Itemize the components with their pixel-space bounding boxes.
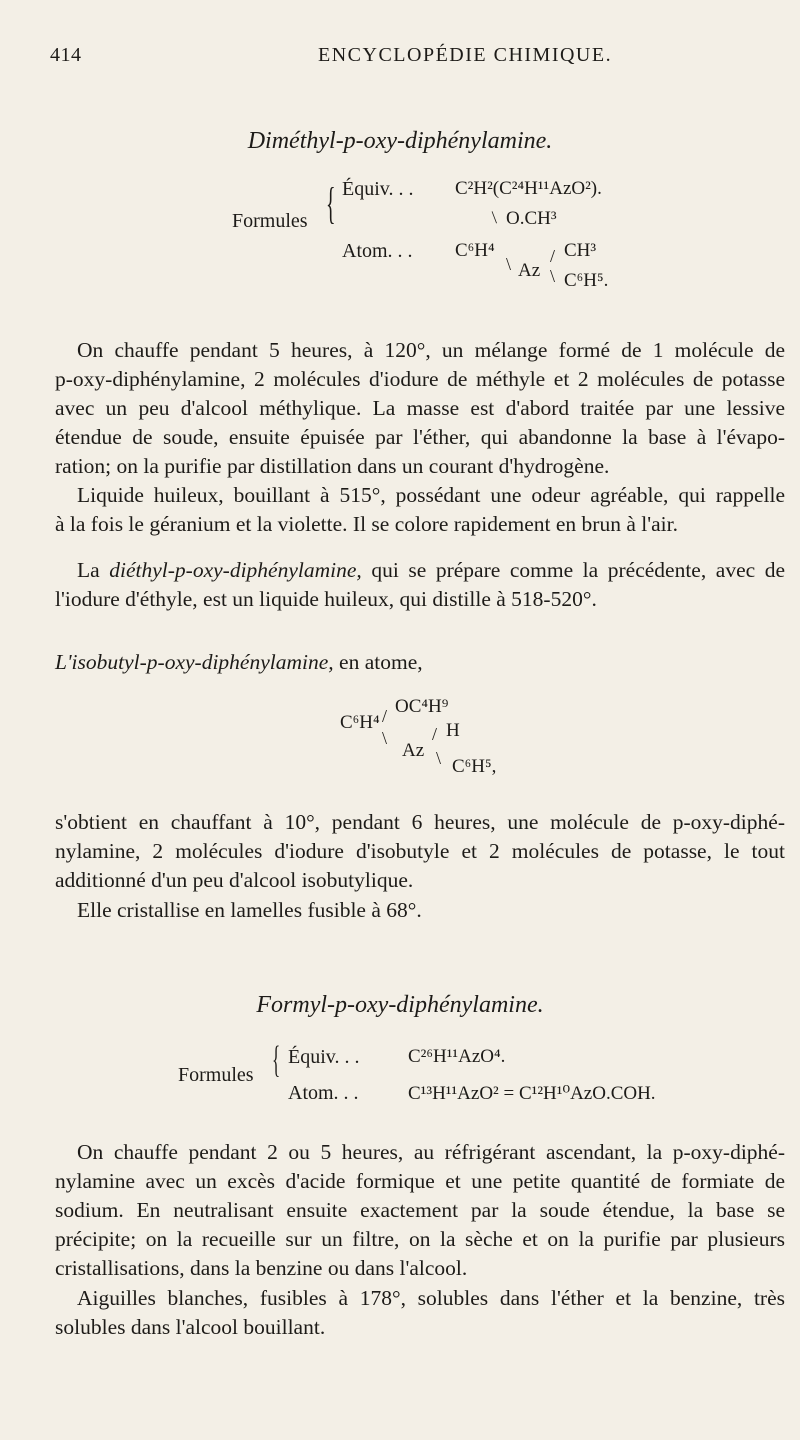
- text-line: étendue de soude, ensuite épuisée par l'éther, qui abandonne la base à l'évapo-: [55, 425, 785, 449]
- paragraph-isobutyl-prep: [55, 808, 785, 895]
- text-line: à la fois le géranium et la violette. Il se colore rapidement en brun à l'air.: [55, 512, 678, 536]
- text-line: solubles dans l'alcool bouillant.: [55, 1315, 326, 1339]
- bond-icon: \: [506, 254, 512, 274]
- text-line: Aiguilles blanches, fusibles à 178°, solubles dans l'éther et la benzine, très: [77, 1286, 785, 1310]
- section-title-dimethyl: Diméthyl-p-oxy-diphénylamine.: [247, 128, 553, 154]
- bond-icon: /: [432, 724, 438, 744]
- paragraph-crystallise: [55, 896, 785, 925]
- equiv-formula: C²H²(C²⁴H¹¹AzO²).: [455, 178, 602, 199]
- text-line: p-oxy-diphénylamine, 2 molécules d'iodure de méthyle et 2 molécules de potasse: [55, 367, 785, 391]
- text-line: Liquide huileux, bouillant à 515°, possédant une odeur agréable, qui rappelle: [77, 483, 785, 507]
- text-line: Elle cristallise en lamelles fusible à 68°.: [77, 898, 422, 922]
- iso-c6h5: C⁶H⁵,: [452, 756, 497, 777]
- text-line: précipite; on la recueille sur un filtre, on la sèche et on la purifie par plusieurs: [55, 1227, 785, 1251]
- iso-h: H: [446, 720, 460, 741]
- paragraph-preparation: [55, 336, 785, 481]
- text-line: On chauffe pendant 5 heures, à 120°, un mélange formé de 1 molécule de: [77, 338, 785, 362]
- bond-icon: /: [382, 706, 388, 726]
- text-rest: en atome,: [339, 650, 423, 674]
- atom-c6h5: C⁶H⁵.: [564, 270, 609, 291]
- atom-formula: C¹³H¹¹AzO² = C¹²H¹⁰AzO.COH.: [408, 1083, 656, 1104]
- text-rest: qui se prépare comme la précédente, avec de: [371, 558, 786, 582]
- brace-icon: {: [272, 1039, 281, 1081]
- bond-icon: \: [550, 266, 556, 286]
- text-line: l'iodure d'éthyle, est un liquide huileux, qui distille à 518-520°.: [55, 587, 597, 611]
- text-line: cristallisations, dans la benzine ou dans l'alcool.: [55, 1256, 468, 1280]
- equiv-sub-formula: O.CH³: [506, 208, 557, 229]
- text-line: On chauffe pendant 2 ou 5 heures, au réfrigérant ascendant, la p-oxy-diphé-: [77, 1140, 785, 1164]
- text-line: [55, 648, 785, 677]
- bond-icon: /: [485, 207, 503, 227]
- section-title-formyl: Formyl-p-oxy-diphénylamine.: [256, 992, 544, 1018]
- running-title: ENCYCLOPÉDIE CHIMIQUE.: [318, 44, 613, 66]
- paragraph-isobutyl: [55, 648, 785, 677]
- bond-icon: /: [550, 246, 556, 266]
- formula-label: Formules: [232, 210, 308, 232]
- page-number: 414: [50, 44, 82, 66]
- text-prefix: La: [77, 558, 100, 582]
- bond-icon: \: [436, 748, 442, 768]
- atom-c6h4: C⁶H⁴: [455, 240, 495, 261]
- atom-ch3: CH³: [564, 240, 597, 261]
- paragraph-properties: [55, 481, 785, 539]
- iso-oc4h9: OC⁴H⁹: [395, 696, 449, 717]
- compound-name: L'isobutyl-p-oxy-diphénylamine,: [55, 650, 334, 674]
- paragraph-formyl-properties: [55, 1284, 785, 1342]
- paragraph-diethyl: [55, 556, 785, 614]
- equiv-formula: C²⁶H¹¹AzO⁴.: [408, 1046, 506, 1067]
- atom-az: Az: [518, 260, 541, 281]
- paragraph-formyl-prep: [55, 1138, 785, 1283]
- iso-c6h4: C⁶H⁴: [340, 712, 380, 733]
- atom-label: Atom. . .: [288, 1082, 359, 1104]
- text-line: [55, 556, 785, 585]
- formula-label: Formules: [178, 1064, 254, 1086]
- text-line: s'obtient en chauffant à 10°, pendant 6 heures, une molécule de p-oxy-diphé-: [55, 810, 785, 834]
- equiv-label: Équiv. . .: [288, 1046, 360, 1068]
- text-line: avec un peu d'alcool méthylique. La masse est d'abord traitée par une lessive: [55, 396, 785, 420]
- text-line: nylamine, 2 molécules d'iodure d'isobutyle et 2 molécules de potasse, le tout: [55, 839, 785, 863]
- bond-icon: \: [382, 728, 388, 748]
- brace-icon: {: [326, 179, 336, 228]
- text-line: additionné d'un peu d'alcool isobutylique.: [55, 868, 414, 892]
- compound-name: diéthyl-p-oxy-diphénylamine,: [109, 558, 362, 582]
- text-line: nylamine avec un excès d'acide formique et une petite quantité de formiate de: [55, 1169, 785, 1193]
- atom-label: Atom. . .: [342, 240, 413, 262]
- equiv-label: Équiv. . .: [342, 178, 414, 200]
- iso-az: Az: [402, 740, 425, 761]
- text-line: ration; on la purifie par distillation dans un courant d'hydrogène.: [55, 454, 610, 478]
- text-line: sodium. En neutralisant ensuite exactement par la soude étendue, la base se: [55, 1198, 785, 1222]
